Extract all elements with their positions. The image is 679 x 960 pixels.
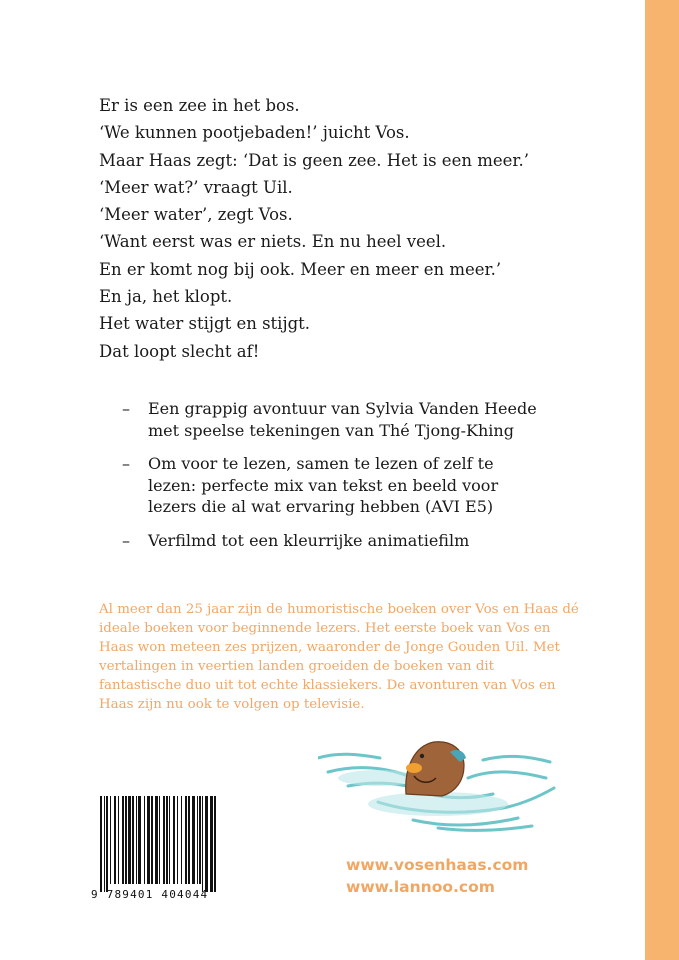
- publisher-blurb: Al meer dan 25 jaar zijn de humoristische boeken over Vos en Haas dé ideale boeken voor beginnende lezers. Het eerste boek van Vos en Haas won meteen zes prijzen, waaronder de Jonge Gouden Uil. Met vertalingen in veertien landen groeiden de boeken van dit fantastische duo uit tot echte klassiekers. De avonturen van Vos en Haas zijn nu ook te volgen op televisie.: [99, 602, 579, 712]
- spine-stripe: [645, 0, 679, 960]
- poem-text: [99, 92, 529, 365]
- dash-marker: –: [122, 454, 130, 473]
- poem-line: ‘Meer wat?’ vraagt Uil.: [99, 177, 293, 197]
- poem-line: Het water stijgt en stijgt.: [99, 314, 311, 334]
- poem-line: ‘We kunnen pootjebaden!’ juicht Vos.: [99, 123, 410, 143]
- url-lannoo[interactable]: www.lannoo.com: [346, 878, 495, 896]
- url-vosenhaas[interactable]: www.vosenhaas.com: [346, 856, 529, 874]
- feature-list: [122, 398, 542, 563]
- list-item: [122, 398, 542, 441]
- list-item: [122, 530, 542, 552]
- poem-line: Maar Haas zegt: ‘Dat is geen zee. Het is een meer.’: [99, 150, 529, 170]
- poem-line: En ja, het klopt.: [99, 287, 233, 307]
- list-item: [122, 453, 542, 518]
- list-item-text: Om voor te lezen, samen te lezen of zelf te lezen: perfecte mix van tekst en beeld voor lezers die al wat ervaring hebben (AVI E5): [148, 454, 499, 516]
- isbn-number: 9 789401 404044: [91, 888, 209, 901]
- poem-line: ‘Want eerst was er niets. En nu heel veel.: [99, 232, 447, 252]
- poem-line: ‘Meer water’, zegt Vos.: [99, 205, 293, 225]
- poem-line: Er is een zee in het bos.: [99, 96, 300, 115]
- list-item-text: Een grappig avontuur van Sylvia Vanden Heede met speelse tekeningen van Thé Tjong-Khing: [148, 399, 537, 440]
- poem-line: En er komt nog bij ook. Meer en meer en meer.’: [99, 259, 502, 279]
- poem-line: Dat loopt slecht af!: [99, 341, 260, 361]
- website-links: [346, 854, 529, 898]
- list-item-text: Verfilmd tot een kleurrijke animatiefilm: [148, 530, 470, 550]
- dash-marker: –: [122, 399, 130, 418]
- beaver-swimming-illustration: [318, 728, 558, 833]
- dash-marker: –: [122, 530, 130, 550]
